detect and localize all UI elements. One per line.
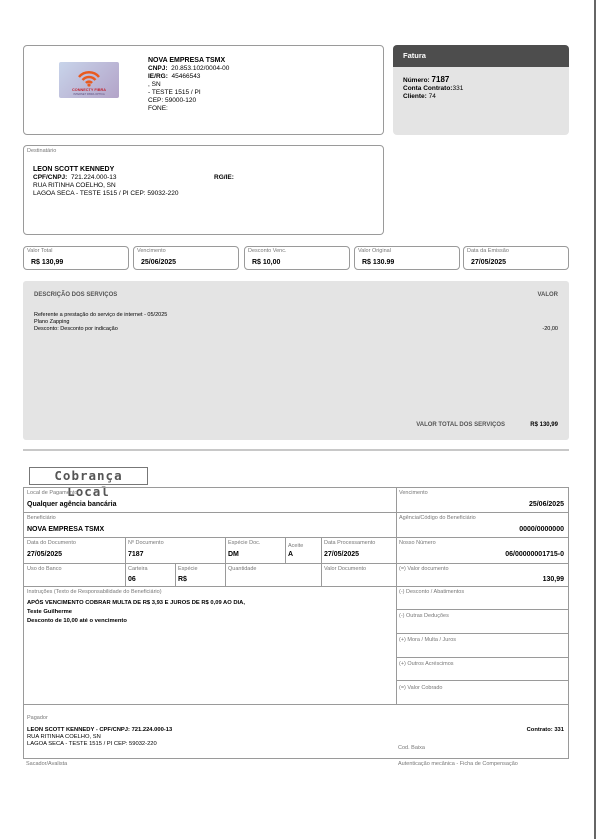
pagador-line-3: LAGOA SECA - TESTE 1515 / PI CEP: 59032-220 [27,741,157,747]
desconto-label: (-) Desconto / Abatimentos [399,589,465,595]
boleto-rule [396,633,568,634]
service-line-2: Plano Zapping [34,319,70,325]
carteira-label: Carteira [128,566,148,572]
boleto-rule [396,488,397,704]
boleto-rule [24,563,568,564]
company-name: NOVA EMPRESA TSMX [148,57,226,64]
venc-value: 25/06/2025 [528,501,564,508]
recipient-label: Destinatário [27,148,57,154]
local-value: Qualquer agência bancária [27,501,117,508]
instruction-line-1: APÓS VENCIMENTO COBRAR MULTA DE R$ 3,93 E JUROS DE R$ 0,09 AO DIA, [27,600,245,606]
num-doc-value: 7187 [128,551,144,558]
invoice-panel [393,45,569,135]
company-info [148,57,229,113]
summary-issue-date-label: Data da Emissão [467,248,509,254]
summary-issue-date-value: 27/05/2025 [471,259,507,266]
boleto-rule [321,537,322,586]
summary-discount-value: R$ 10,00 [252,259,281,266]
pagador-line-1: LEON SCOTT KENNEDY - CPF/CNPJ: 721.224.000-13 [27,727,173,733]
nosso-numero-label: Nosso Número [399,540,436,546]
fone-label: FONE: [148,105,168,112]
summary-total-label: Valor Total [27,248,53,254]
company-header [23,45,384,135]
recipient-cpf-label: CPF/CNPJ: [33,174,68,181]
boleto-rule [125,537,126,586]
invoice-number: 7187 [431,75,450,84]
logo-subtitle: INTERNET FIBRA OPTICA [73,93,105,96]
data-doc-label: Data do Documento [27,540,76,546]
especie-doc-label: Espécie Doc. [228,540,261,546]
contract-value: 331 [452,85,464,92]
invoice-number-label: Número: [403,77,430,84]
ierg-value: 45466543 [171,73,201,80]
instructions-label: Instruções (Texto de Responsabilidade do Beneficiário) [27,589,162,595]
recipient-address-line1: RUA RITINHA COELHO, SN [33,182,116,189]
cep-label: CEP: [148,97,164,104]
recipient-name: LEON SCOTT KENNEDY [33,166,115,173]
boleto-rule [225,537,226,586]
benef-label: Beneficiário [27,515,56,521]
service-line-3: Desconto: Desconto por indicação [34,326,118,332]
data-proc-value: 27/05/2025 [324,551,360,558]
wifi-icon [59,62,119,88]
benef-value: NOVA EMPRESA TSMX [27,526,105,533]
boleto-rule [24,704,568,705]
client-value: 74 [428,93,436,100]
instruction-line-3: Desconto de 10,00 até o vencimento [27,618,127,624]
summary-total [23,246,129,270]
cobranca-title: Cobrança Local [29,467,148,485]
mora-label: (+) Mora / Multa / Juros [399,637,457,643]
cod-baixa-label: Cod. Baixa [398,745,425,751]
aceite-value: A [288,551,294,558]
summary-discount-label: Desconto Venc. [248,248,287,254]
especie-doc-value: DM [228,551,239,558]
summary-discount [244,246,350,270]
service-line-1: Referente a prestação do serviço de internet - 05/2025 [34,312,168,318]
outras-deducoes-label: (-) Outras Deduções [399,613,449,619]
autenticacao-label: Autenticação mecânica - Ficha de Compensação [398,761,518,767]
aceite-label: Aceite [288,543,304,549]
especie-value: R$ [178,576,187,583]
uso-banco-label: Uso do Banco [27,566,62,572]
services-panel [23,281,569,440]
logo-name: CONNECTY FIBRA [72,88,106,92]
pagador-contrato: Contrato: 331 [526,727,564,733]
cnpj-label: CNPJ: [148,65,168,72]
summary-total-value: R$ 130,99 [31,259,64,266]
agencia-value: 0000/0000000 [519,526,564,533]
recipient-cpf: 721.224.000-13 [70,174,117,181]
boleto-rule [396,609,568,610]
cep-value: 59000-120 [164,97,197,104]
data-doc-value: 27/05/2025 [27,551,63,558]
valor-cobrado-label: (=) Valor Cobrado [399,685,443,691]
boleto-rule [24,512,568,513]
section-divider [23,449,569,451]
valor-documento-value: 130,99 [542,576,564,583]
pagador-line-2: RUA RITINHA COELHO, SN [27,734,101,740]
boleto-rule [175,563,176,586]
summary-original [354,246,460,270]
nosso-numero-value: 06/00000001715-0 [505,551,564,558]
boleto-rule [24,586,568,587]
company-logo [59,62,119,98]
local-label: Local de Pagamento [27,490,78,496]
recipient-rgie-label: RG/IE: [214,174,234,181]
client-label: Cliente: [403,93,427,100]
boleto-rule [396,680,568,681]
summary-original-value: R$ 130.99 [362,259,395,266]
services-desc-header: DESCRIÇÃO DOS SERVIÇOS [34,292,118,298]
summary-due-date-label: Vencimento [137,248,166,254]
summary-due-date-value: 25/06/2025 [141,259,177,266]
pagador-label: Pagador [27,715,48,721]
services-total-label: VALOR TOTAL DOS SERVIÇOS [416,422,505,428]
boleto-rule [396,657,568,658]
summary-due-date [133,246,239,270]
boleto-rule [285,537,286,563]
service-line-3-value: -20,00 [542,326,558,332]
contract-label: Conta Contrato: [403,85,453,92]
especie-label: Espécie [178,566,198,572]
services-total-value: R$ 130,99 [530,422,558,428]
carteira-value: 06 [128,576,136,583]
services-value-header: VALOR [537,292,558,298]
data-proc-label: Data Processamento [324,540,376,546]
sacador-label: Sacador/Avalista [26,761,68,767]
company-address-city: - TESTE 1515 / PI [148,89,201,96]
summary-issue-date [463,246,569,270]
recipient-address-line2: LAGOA SECA - TESTE 1515 / PI CEP: 59032-220 [33,190,179,197]
valor-doc-label: Valor Documento [324,566,367,572]
quantidade-label: Quantidade [228,566,257,572]
ierg-label: IE/RG: [148,73,168,80]
agencia-label: Agência/Código do Beneficiário [399,515,476,521]
valor-documento-label: (=) Valor documento [399,566,449,572]
num-doc-label: Nº Documento [128,540,164,546]
summary-original-label: Valor Original [358,248,391,254]
cnpj-value: 20.853.102/0004-00 [171,65,230,72]
venc-label: Vencimento [399,490,428,496]
recipient-box [23,145,384,235]
company-address-number: , SN [148,81,161,88]
instruction-line-2: Teste Guilherme [27,609,72,615]
boleto-form [23,487,569,759]
outros-acrescimos-label: (+) Outros Acréscimos [399,661,454,667]
boleto-rule [24,537,568,538]
invoice-title: Fatura [393,45,569,67]
